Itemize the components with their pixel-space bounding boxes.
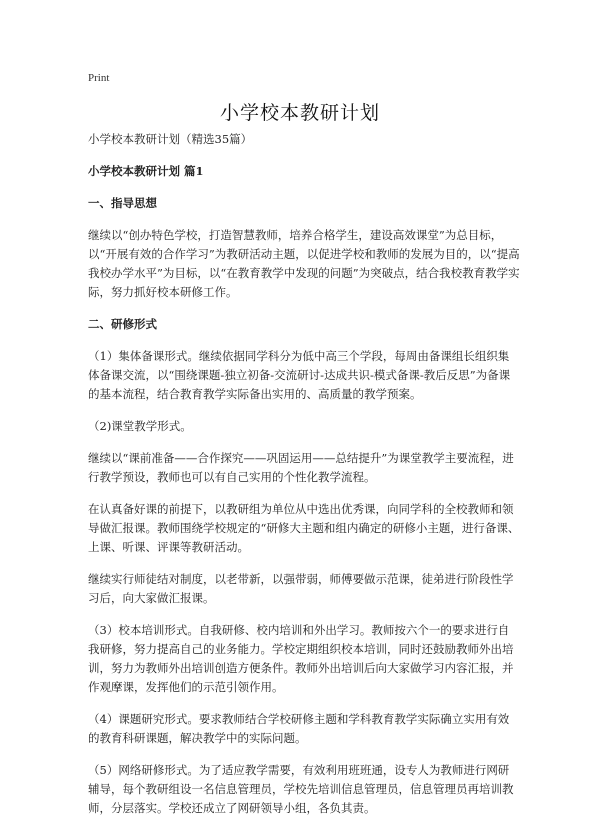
print-link[interactable]: Print bbox=[88, 72, 110, 84]
article-body bbox=[88, 130, 520, 831]
paragraph-guiding-thought: 继续以“创办特色学校，打造智慧教师，培养合格学生，建设高效课堂”为总目标，以“开展有效的合作学习”为教研活动主题，以促进学校和教师的发展为目的，以“提高我校办学水平”为目标，以“在教育教学中发现的问题”为突破点，结合我校教育教学实际，努力抓好校本研修工作。 bbox=[88, 228, 520, 299]
paragraph-online-research: （5）网络研修形式。为了适应教学需要，有效利用班班通，设专人为教师进行网研辅导，每个教研组设一名信息管理员，学校先培训信息管理员，信息管理员再培训教师，分层落实。学校还成立了网研领导小组，各负其责。 bbox=[88, 763, 514, 815]
paragraph-demo-lessons: 在认真备好课的前提下，以教研组为单位从中选出优秀课，向同学科的全校教师和领导做汇报课。教师围绕学校规定的“研修大主题和组内确定的研修小主题，进行备课、上课、听课、评课等教研活动。 bbox=[88, 502, 520, 554]
paragraph-school-training: （3）校本培训形式。自我研修、校内培训和外出学习。教师按六个一的要求进行自我研修，努力提高自己的业务能力。学校定期组织校本培训，同时还鼓励教师外出培训，努力为教师外出培训创造方便条件。教师外出培训后向大家做学习内容汇报，并作观摩课，发挥他们的示范引领作用。 bbox=[88, 623, 514, 694]
paragraph-teaching-flow: 继续以“课前准备——合作探究——巩固运用——总结提升”为课堂教学主要流程，进行教学预设，教师也可以有自己实用的个性化教学流程。 bbox=[88, 451, 514, 484]
article-heading: 小学校本教研计划 篇1 bbox=[88, 164, 204, 178]
paragraph-mentorship: 继续实行师徒结对制度，以老带新，以强带弱，师傅要做示范课，徒弟进行阶段性学习后，向大家做汇报课。 bbox=[88, 572, 514, 605]
section-heading-research-forms: 二、研修形式 bbox=[88, 317, 157, 331]
section-heading-guiding-thought: 一、指导思想 bbox=[88, 196, 157, 210]
paragraph-research-topics: （4）课题研究形式。要求教师结合学校研修主题和学科教育教学实际确立实用有效的教育科研课题，解决教学中的实际问题。 bbox=[88, 712, 510, 745]
paragraph-classroom-teaching: （2)课堂教学形式。 bbox=[88, 419, 192, 433]
page-title: 小学校本教研计划 bbox=[219, 102, 380, 124]
paragraph-collective-prep: （1）集体备课形式。继续依据同学科分为低中高三个学段，每周由备课组长组织集体备课交流，以“围绕课题-独立初备-交流研讨-达成共识-模式备课-教后反思”为备课的基本流程，结合教育教学实际备出实用的、高质量的教学预案。 bbox=[88, 349, 511, 401]
article-subtitle: 小学校本教研计划（精选35篇） bbox=[88, 132, 253, 146]
